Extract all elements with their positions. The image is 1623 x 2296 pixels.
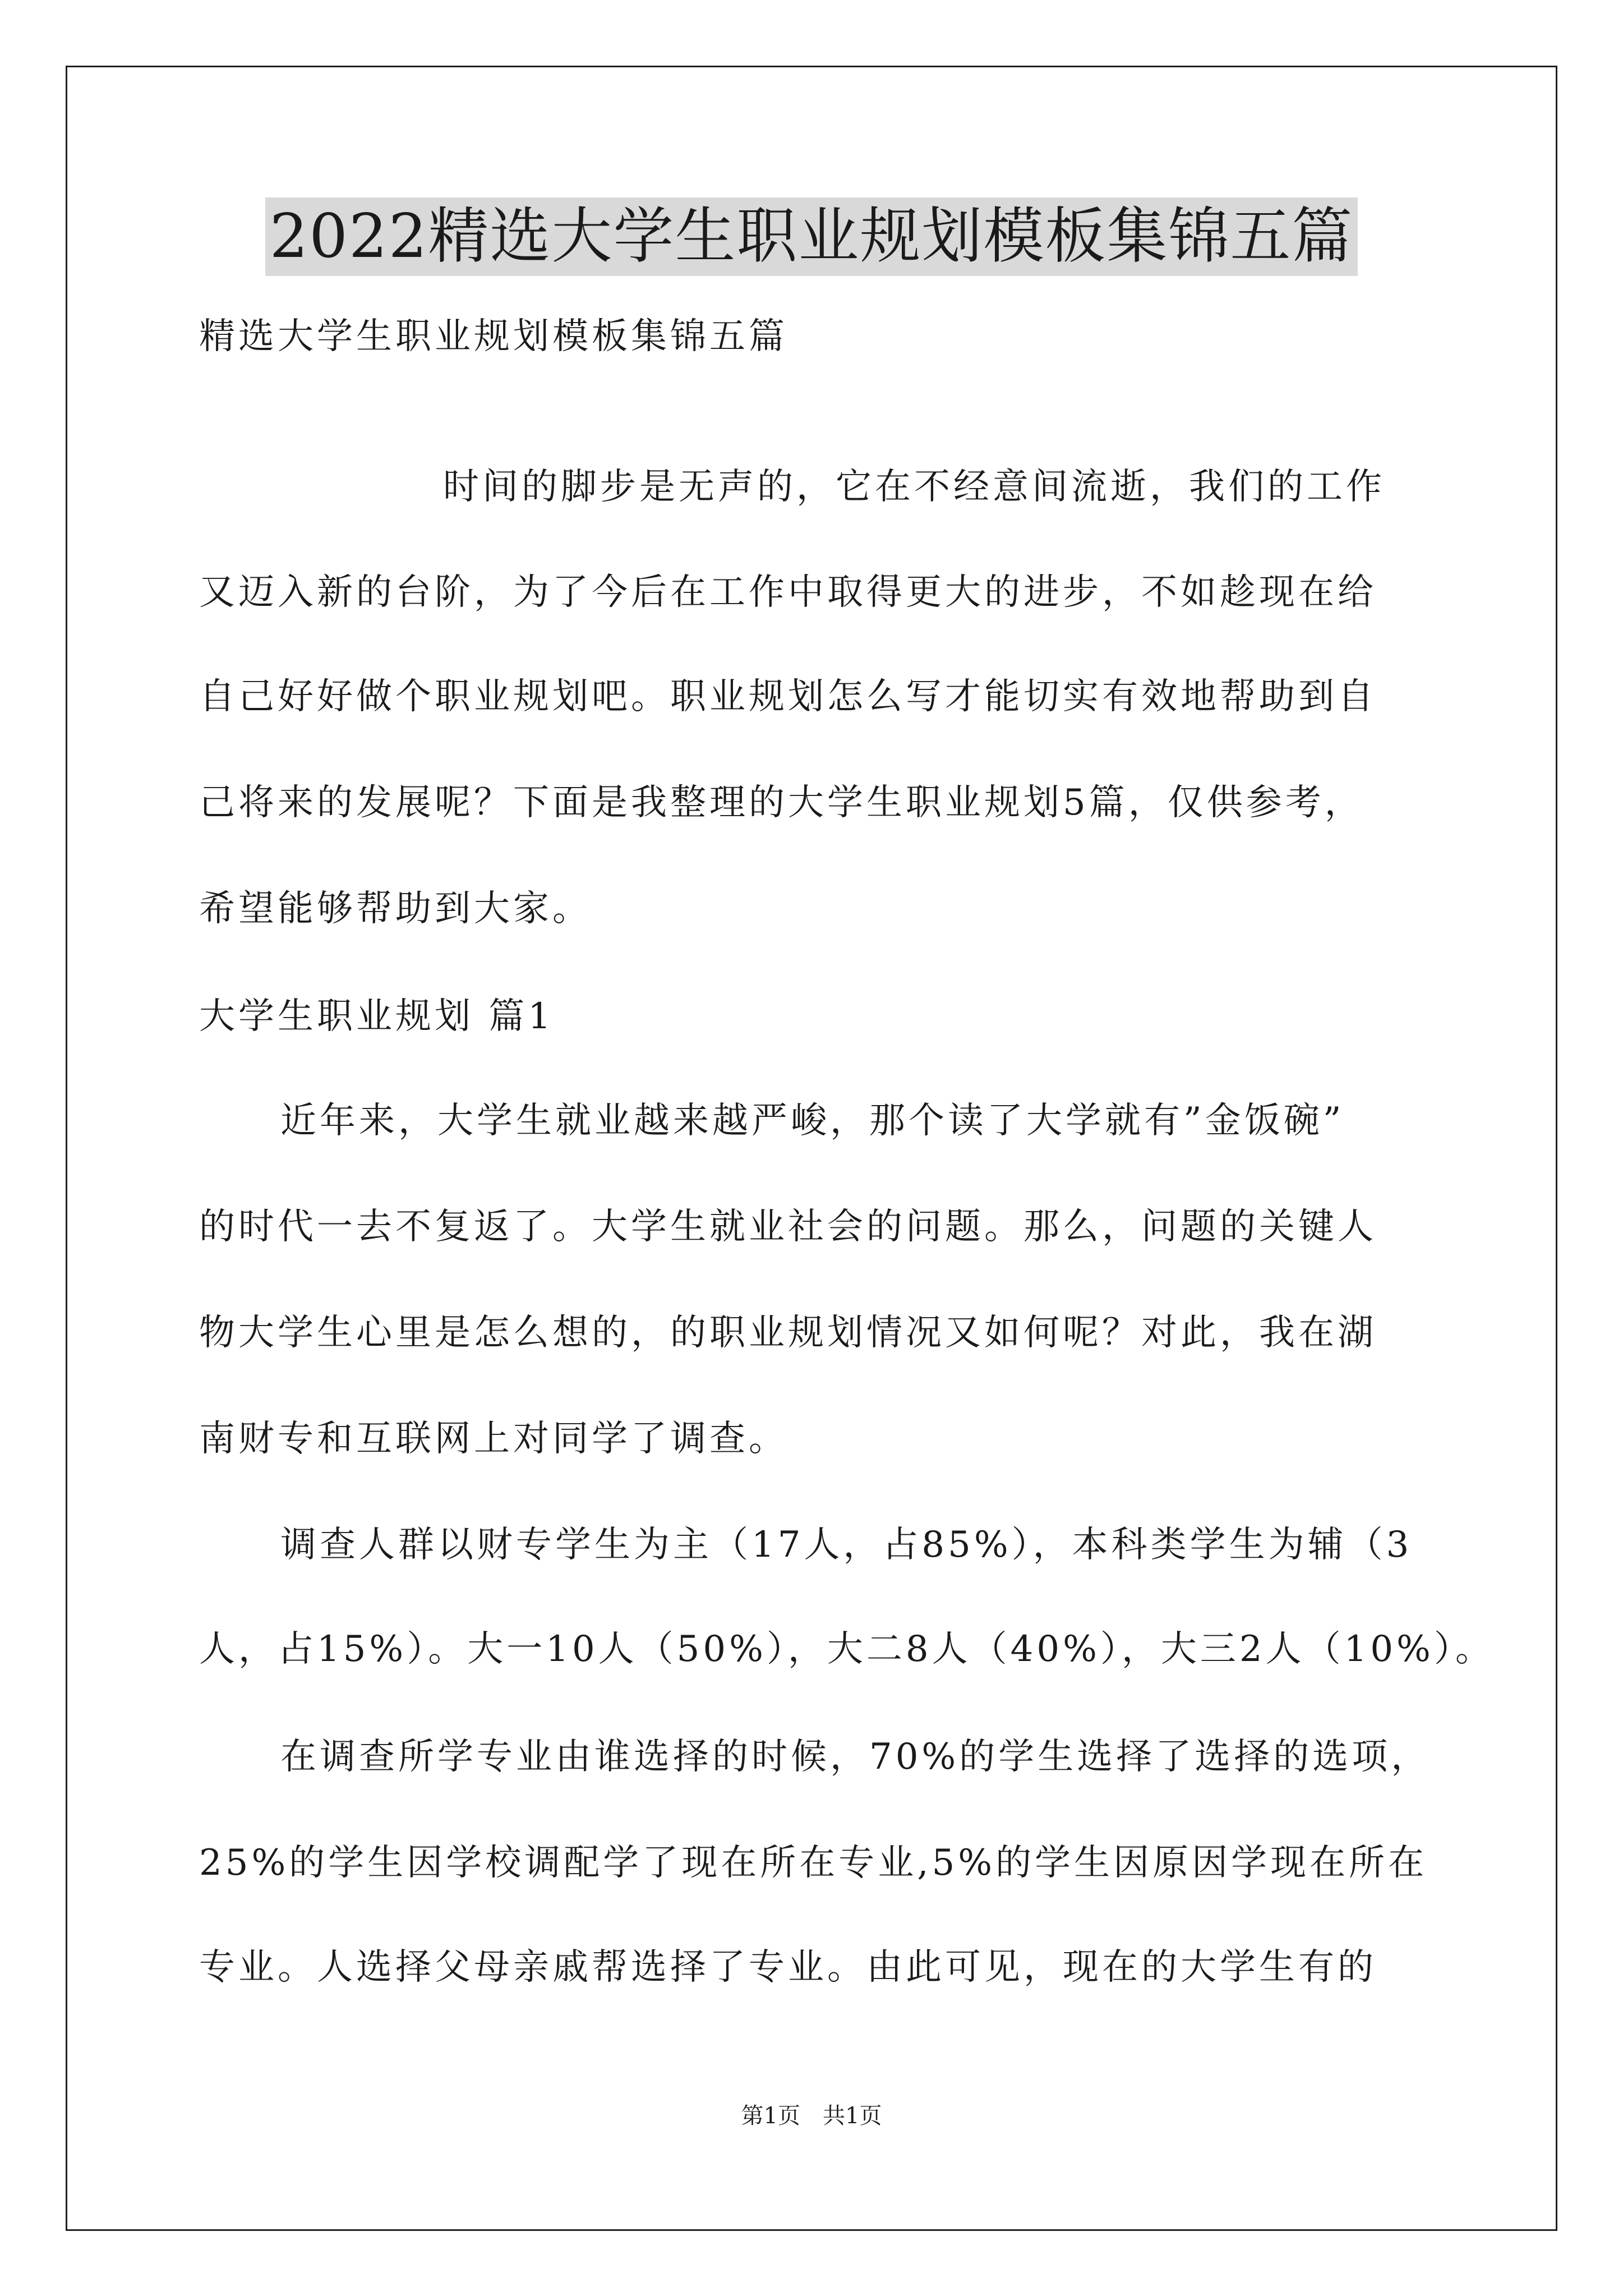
paragraph-line: 近年来，大学生就业越来越严峻，那个读了大学就有”金饭碗” [280,1100,1345,1142]
paragraph-line: 调查人群以财专学生为主（17人，占85%），本科类学生为辅（3 [280,1524,1413,1566]
paragraph-line: 人，占15%）。大一10人（50%），大二8人（40%），大三2人（10%）。 [199,1628,1495,1670]
section-heading: 大学生职业规划 篇1 [199,996,555,1037]
intro-line: 希望能够帮助到大家。 [199,888,592,930]
page-footer: 第1页 共1页 [741,2103,882,2129]
paragraph-line: 物大学生心里是怎么想的，的职业规划情况又如何呢？对此，我在湖 [199,1312,1377,1354]
intro-line: 时间的脚步是无声的，它在不经意间流逝，我们的工作 [443,466,1385,508]
paragraph-line: 25%的学生因学校调配学了现在所在专业,5%的学生因原因学现在所在 [199,1842,1428,1884]
paragraph-line: 专业。人选择父母亲戚帮选择了专业。由此可见，现在的大学生有的 [199,1947,1377,1988]
intro-line: 又迈入新的台阶，为了今后在工作中取得更大的进步，不如趁现在给 [199,572,1377,613]
document-title [0,197,1623,276]
document-title-text: 2022精选大学生职业规划模板集锦五篇 [265,197,1358,276]
intro-line: 自己好好做个职业规划吧。职业规划怎么写才能切实有效地帮助到自 [199,676,1377,717]
intro-line: 己将来的发展呢？下面是我整理的大学生职业规划5篇，仅供参考， [199,782,1364,823]
paragraph-line: 的时代一去不复返了。大学生就业社会的问题。那么，问题的关键人 [199,1206,1377,1248]
page-border [66,66,1557,2231]
paragraph-line: 在调查所学专业由谁选择的时候，70%的学生选择了选择的选项， [280,1736,1431,1778]
paragraph-line: 南财专和互联网上对同学了调查。 [199,1418,788,1460]
document-subtitle: 精选大学生职业规划模板集锦五篇 [199,316,788,357]
